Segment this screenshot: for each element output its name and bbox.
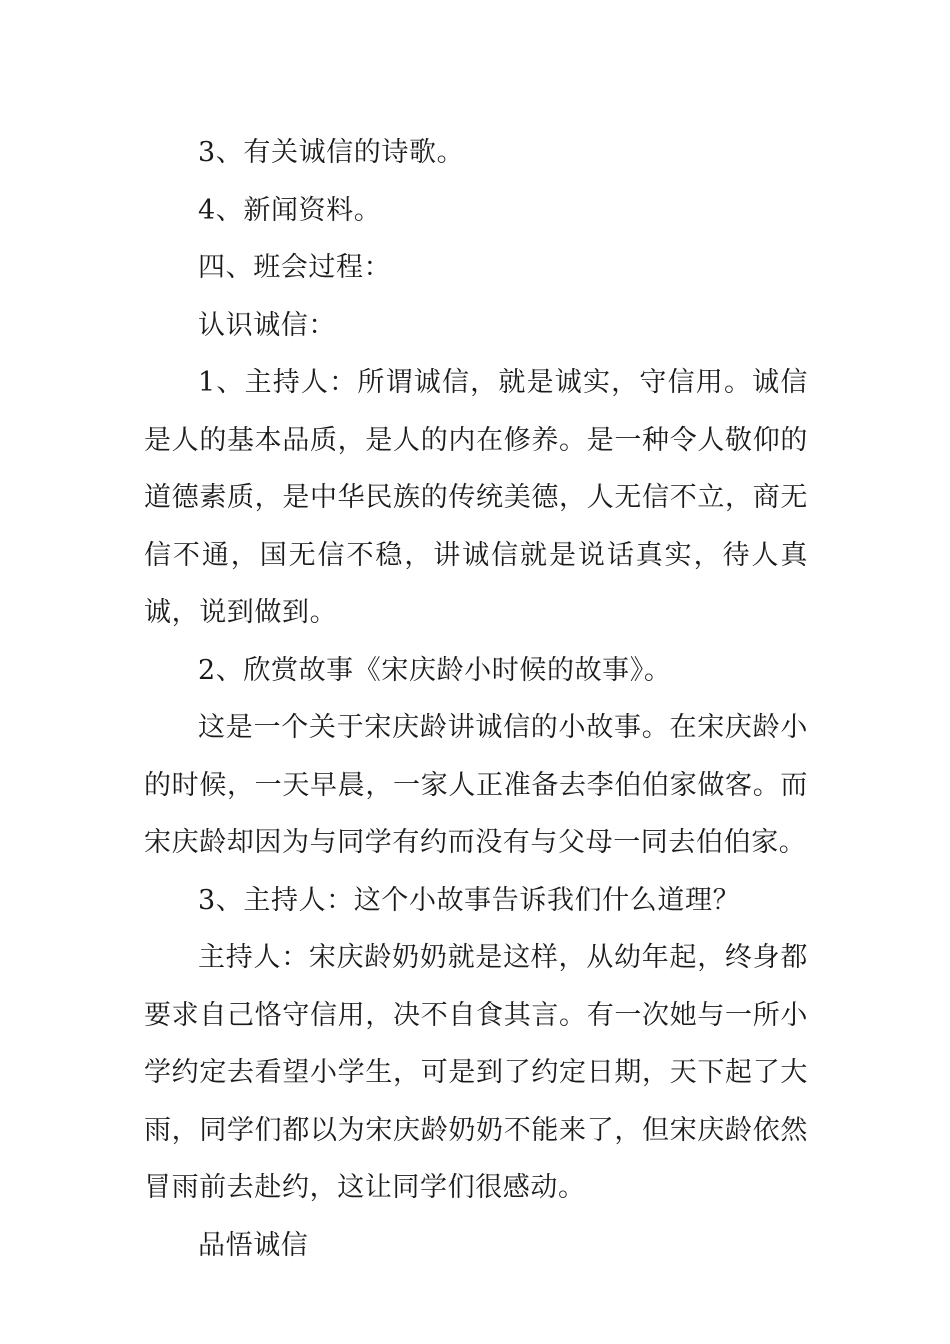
paragraph-host-definition: 1、主持人：所谓诚信，就是诚实，守信用。诚信是人的基本品质，是人的内在修养。是一种令人敬仰的道德素质，是中华民族的传统美德，人无信不立，商无信不通，国无信不稳，讲诚信就是说话真实，待人真诚，说到做到。 <box>144 367 808 628</box>
paragraph-story-summary: 这是一个关于宋庆龄讲诚信的小故事。在宋庆龄小的时候，一天早晨，一家人正准备去李伯伯家做客。而宋庆龄却因为与同学有约而没有与父母一同去伯伯家。 <box>144 712 808 858</box>
section-heading-meeting-process: 四、班会过程： <box>198 252 392 283</box>
subheading-understanding-integrity: 认识诚信： <box>198 309 336 341</box>
item-news-materials: 4、新闻资料。 <box>198 194 382 226</box>
subheading-reflecting-integrity: 品悟诚信 <box>198 1229 309 1261</box>
paragraph-story-title: 2、欣赏故事《宋庆龄小时候的故事》。 <box>198 654 672 686</box>
paragraph-host-question: 3、主持人：这个小故事告诉我们什么道理？ <box>198 884 741 916</box>
paragraph-host-explanation: 主持人：宋庆龄奶奶就是这样，从幼年起，终身都要求自己恪守信用，决不自食其言。有一次她与一所小学约定去看望小学生，可是到了约定日期，天下起了大雨，同学们都以为宋庆龄奶奶不能来了，但宋庆龄依然冒雨前去赴约，这让同学们很感动。 <box>144 942 808 1203</box>
item-poems-on-integrity: 3、有关诚信的诗歌。 <box>198 137 465 168</box>
document-body <box>144 124 808 1274</box>
